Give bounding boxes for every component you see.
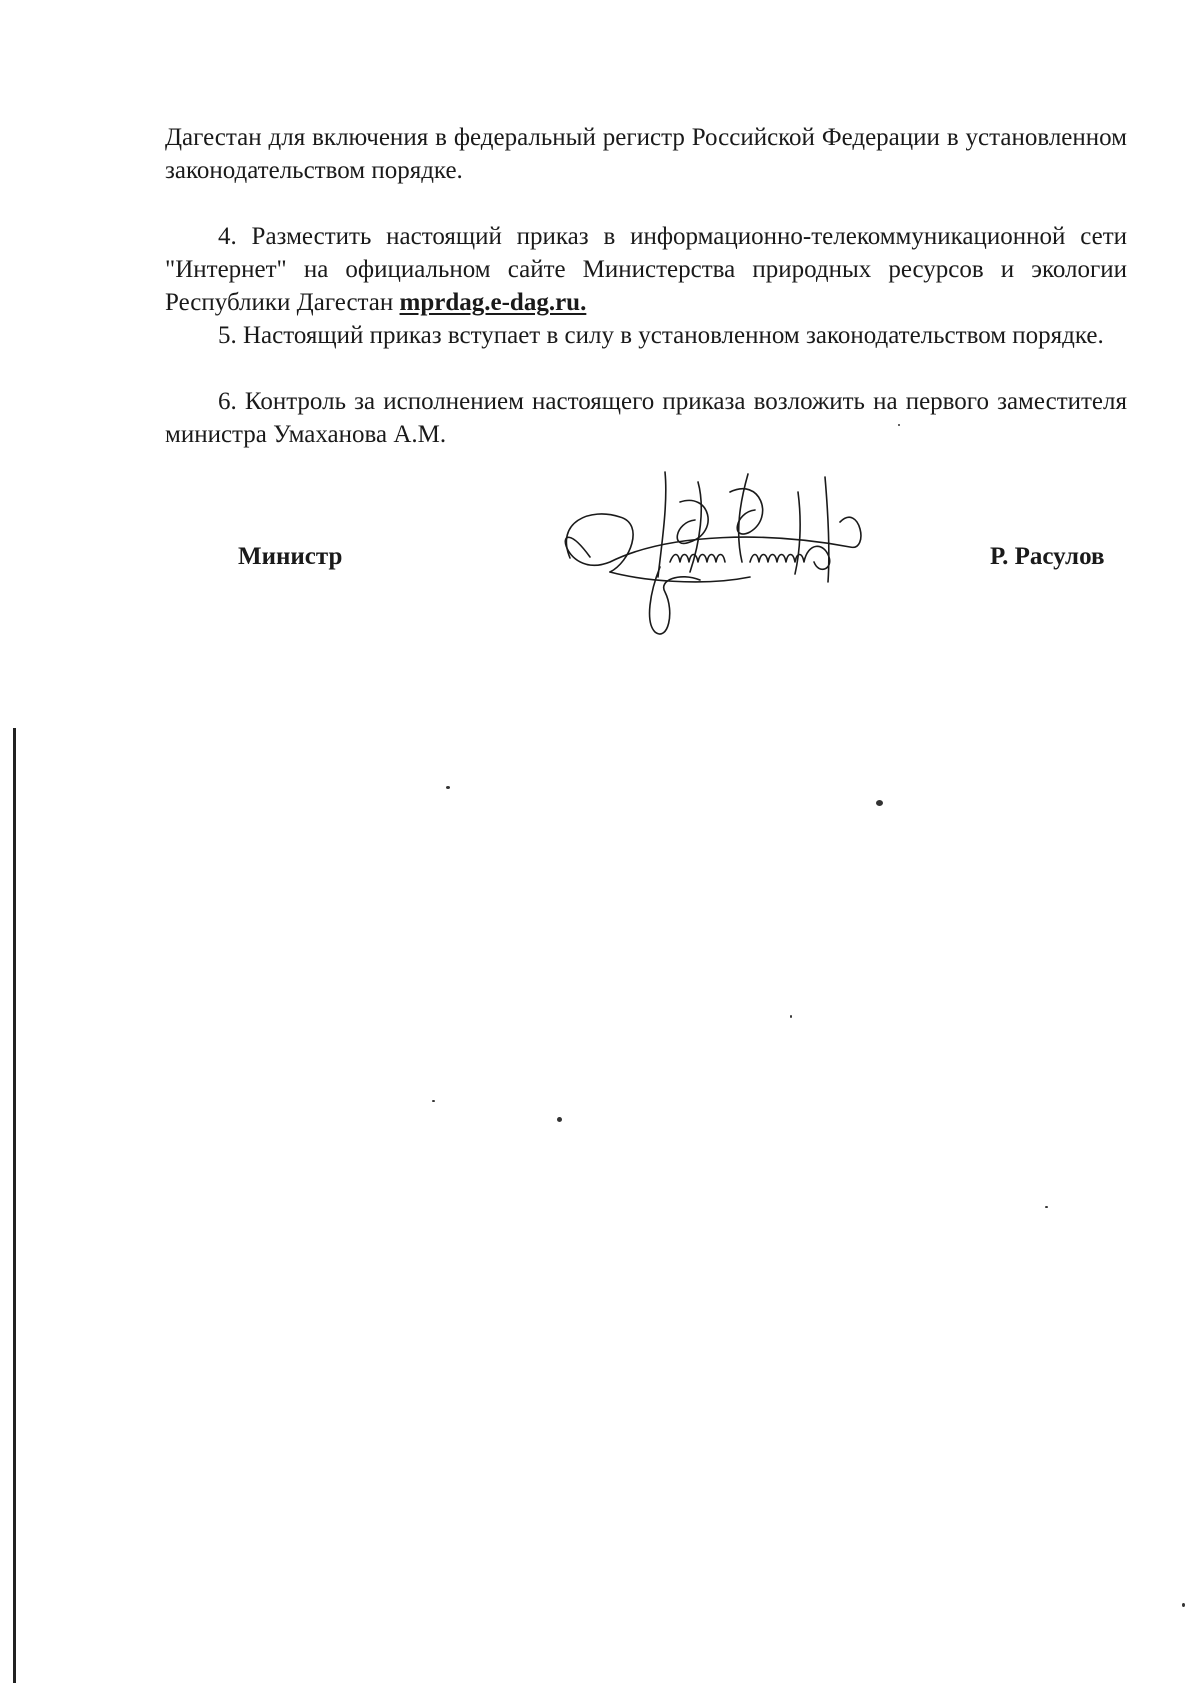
scan-speck	[446, 786, 450, 789]
continuation-text: Дагестан для включения в федеральный регистр Российской Федерации в установленном законодательством порядке.	[165, 124, 1127, 184]
item-4-text	[165, 220, 1127, 319]
scan-speck	[432, 1100, 435, 1102]
paragraph-item-6	[165, 385, 1127, 451]
signatory-title: Министр	[238, 543, 343, 570]
paragraph-item-5	[165, 319, 1127, 352]
item-5-text: 5. Настоящий приказ вступает в силу в установленном законодательством порядке.	[218, 322, 1104, 349]
scan-margin-line	[13, 728, 16, 1683]
scan-speck	[1045, 1206, 1048, 1208]
website-link[interactable]: mprdag.e-dag.ru.	[399, 289, 587, 316]
scan-speck	[557, 1117, 562, 1122]
item-6-text: 6. Контроль за исполнением настоящего приказа возложить на первого заместителя министра Умаханова А.М.	[165, 388, 1127, 448]
scan-speck	[898, 424, 900, 426]
scan-speck	[1182, 1603, 1185, 1607]
paragraph-item-4	[165, 220, 1127, 319]
scan-speck	[876, 800, 883, 806]
item-4-body: 4. Разместить настоящий приказ в информационно-телекоммуникационной сети "Интернет" на официальном сайте Министерства природных ресурсов и экологии Республики Дагестан	[165, 223, 1127, 316]
scan-speck	[790, 1015, 792, 1018]
paragraph-continuation	[165, 121, 1127, 187]
signatory-name: Р. Расулов	[990, 543, 1105, 570]
handwritten-signature-icon	[550, 462, 900, 642]
